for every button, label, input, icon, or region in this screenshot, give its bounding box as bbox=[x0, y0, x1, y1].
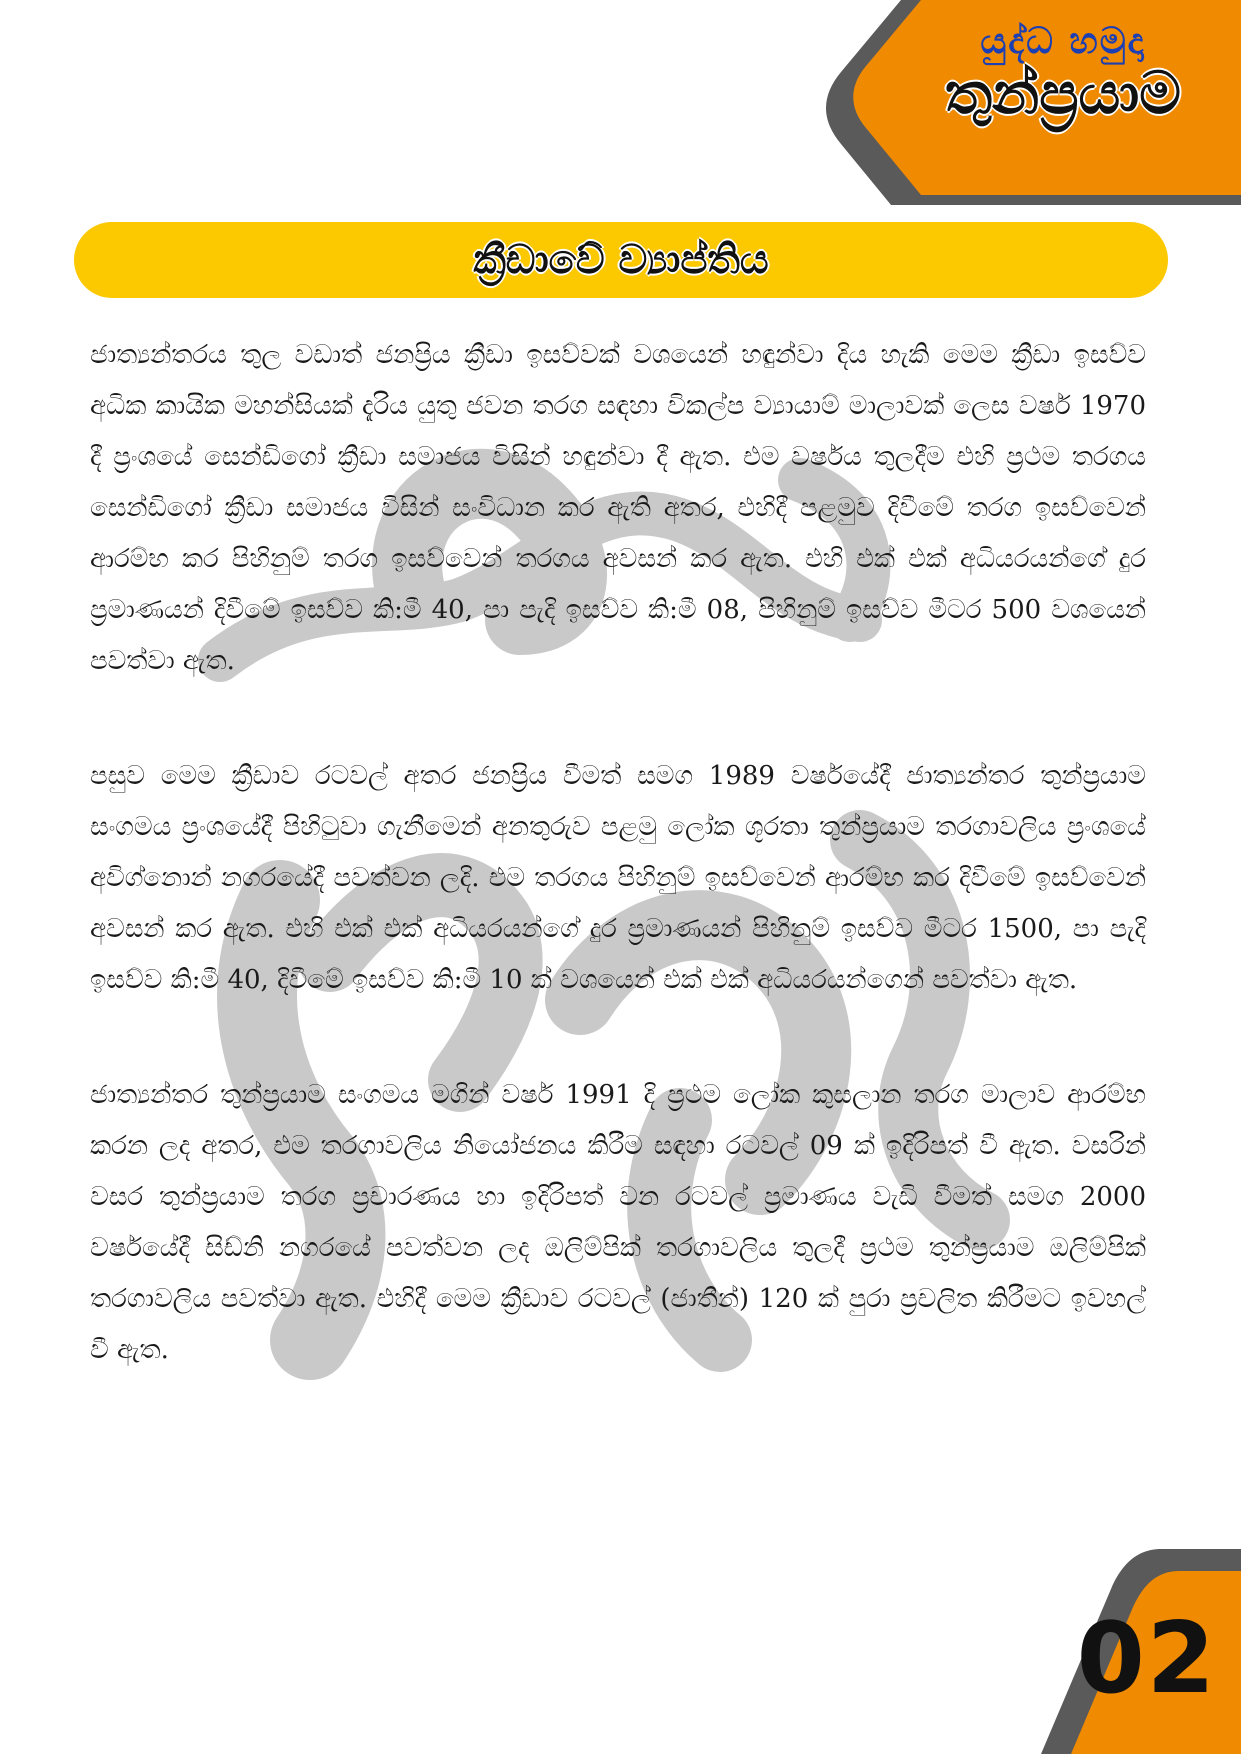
section-title: ක්‍රීඩාවේ ව්‍යාප්තිය bbox=[473, 237, 769, 283]
section-title-bar bbox=[74, 222, 1168, 298]
brand-subtitle: යුද්ධ හමුදා bbox=[980, 21, 1146, 62]
article-body bbox=[90, 330, 1146, 1440]
paragraph: ජාත්‍යන්තර තුන්ප්‍රයාම සංගමය මගින් වර්ෂ 1991 දි ප්‍රථම ලෝක කුසලාන තරග මාලාව ආරම්භ කරන ලද අතර, එම තරගාවලිය නියෝජනය කිරීම සඳහා රටවල් 09 ක් ඉදිරිපත් වී ඇත. වසරින් වසර තුන්ප්‍රයාම තරග ප්‍රචාරණය හා ඉදිරිපත් වන රටවල් ප්‍රමාණය වැඩි වීමත් සමග 2000 වර්ෂයේදී සිඩ්නි නගරයේ පවත්වන ලද ඔලිම්පික් තරගාවලිය තුලදී ප්‍රථම තුන්ප්‍රයාම ඔලිම්පික් තරගාවලිය පවත්වා ඇත. එහිදී මෙම ක්‍රීඩාව රටවල් (ජාතීන්) 120 ක් පුරා ප්‍රචලිත කිරීමට ඉවහල් වී ඇත. bbox=[90, 1080, 1146, 1365]
paragraph: ජාත්‍යන්තරය තුල වඩාත් ජනප්‍රිය ක්‍රීඩා ඉසව්වක් වශයෙන් හඳුන්වා දිය හැකි මෙම ක්‍රීඩා ඉසව්ව අධික කායික මහන්සියක් දැරිය යුතු ජවන තරග සඳහා විකල්ප ව්‍යායාම් මාලාවක් ලෙස වර්ෂ 1970 දී ප්‍රංශයේ සෙන්ඩිගෝ ක්‍රීඩා සමාජය විසින් හඳුන්වා දී ඇත. එම වර්ෂය තුලදීම එහි ප්‍රථම තරගය සෙන්ඩිගෝ ක්‍රීඩා සමාජය විසින් සංවිධාන කර ඇති අතර, එහිදී පළමුව දිවීමේ තරග ඉසව්වෙන් ආරම්භ කර පිහිනුම් තරග ඉසව්වෙන් තරගය අවසන් කර ඇත. එහි එක් එක් අධියරයන්ගේ දුර ප්‍රමාණයන් දිවීමේ ඉසව්ව කි:මී 40, පා පැදි ඉසව්ව කි:මී 08, පිහිනුම් ඉසව්ව මීටර 500 වශයෙන් පවත්වා ඇත. bbox=[90, 340, 1146, 676]
brand-logo bbox=[903, 22, 1223, 125]
paragraph: පසුව මෙම ක්‍රීඩාව රටවල් අතර ජනප්‍රිය වීමත් සමග 1989 වර්ෂයේදී ජාත්‍යන්තර තුන්ප්‍රයාම සංගමය ප්‍රංශයේදී පිහිටුවා ගැනීමෙන් අනතුරුව පළමු ලෝක ශූරතා තුන්ප්‍රයාම තරගාවලිය ප්‍රංශයේ අවිග්නොන් නගරයේදී පවත්වන ලදි. එම තරගය පිහිනුම් ඉසව්වෙන් ආරම්භ කර දිවීමේ ඉසව්වෙන් අවසන් කර ඇත. එහි එක් එක් අධියරයන්ගේ දුර ප්‍රමාණයන් පිහිනුම් ඉසව්ව මීටර 1500, පා පැදි ඉසව්ව කි:මී 40, දිවීමේ ඉසව්ව කි:මී 10 ක් වශයෙන් එක් එක් අධියරයන්ගෙන් පවත්වා ඇත. bbox=[90, 761, 1146, 995]
page-number: 02 bbox=[1076, 1602, 1217, 1716]
brand-title: තුන්ප්‍රයාම bbox=[945, 58, 1181, 127]
